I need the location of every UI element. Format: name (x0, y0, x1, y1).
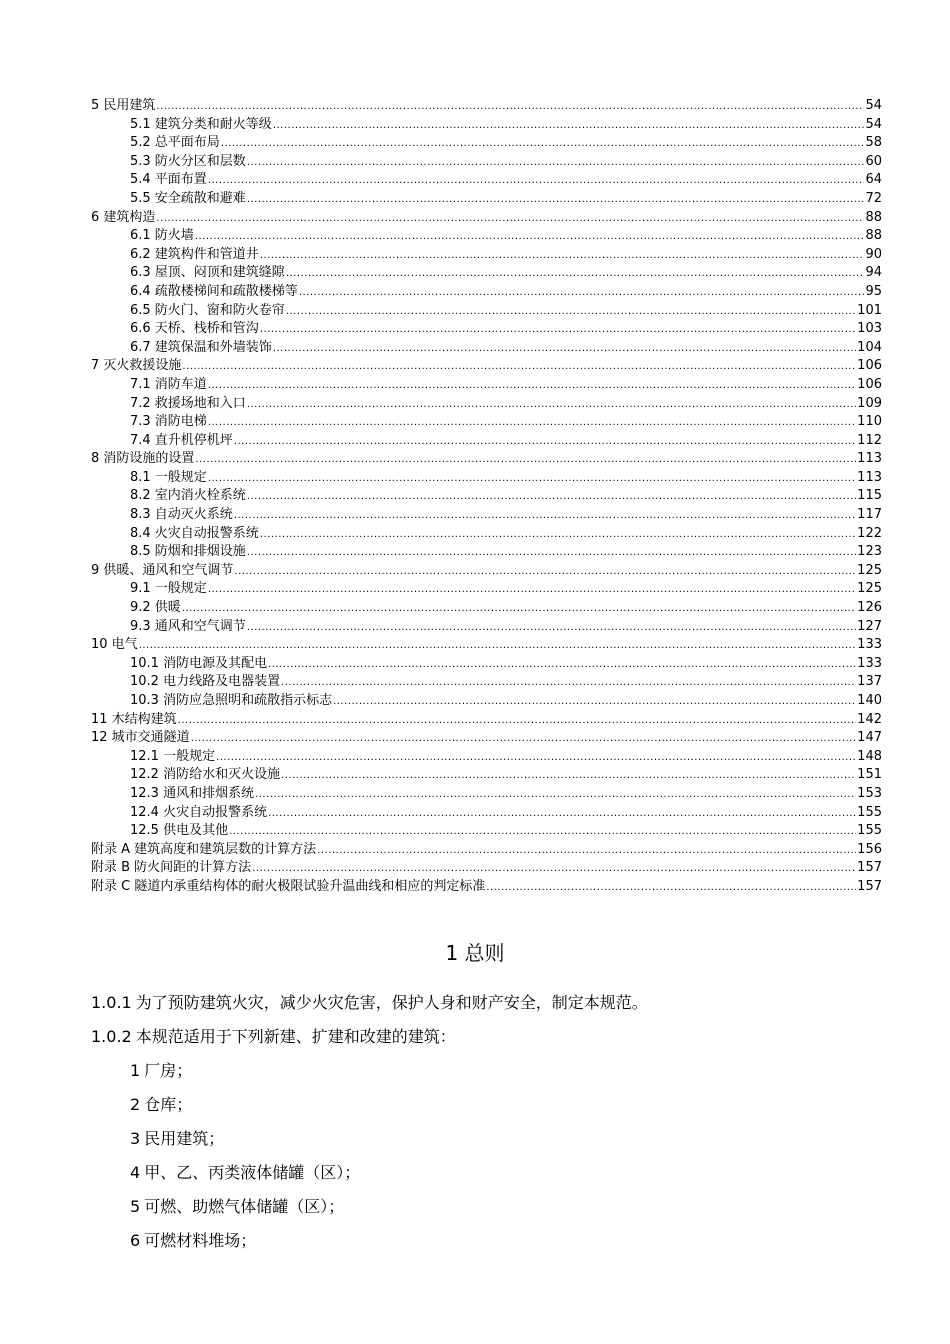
toc-leader-dots (255, 786, 856, 805)
item-number: 2 (130, 1095, 141, 1114)
toc-entry-title: 9.2 供暖 (130, 600, 181, 616)
toc-leader-dots (182, 358, 856, 377)
toc-entry-title: 12.5 供电及其他 (130, 823, 229, 839)
toc-entry-title: 5.2 总平面布局 (130, 135, 220, 151)
toc-entry[interactable] (91, 171, 882, 190)
toc-entry-title: 6.5 防火门、窗和防火卷帘 (130, 302, 285, 318)
toc-entry-page: 113 (857, 451, 882, 467)
toc-entry-title: 7.4 直升机停机坪 (130, 432, 233, 448)
toc-entry-title: 7 灭火救援设施 (91, 358, 182, 374)
toc-leader-dots (208, 377, 856, 396)
toc-leader-dots (268, 805, 856, 824)
toc-entry[interactable] (91, 153, 882, 172)
toc-entry-title: 10 电气 (91, 637, 138, 653)
toc-entry-title: 5.1 建筑分类和耐火等级 (130, 116, 272, 132)
toc-entry-title: 10.1 消防电源及其配电 (130, 655, 268, 671)
toc-entry-page: 123 (857, 544, 882, 560)
toc-leader-dots (234, 563, 856, 582)
item-text: 可燃材料堆场； (144, 1231, 257, 1250)
toc-entry-title: 6 建筑构造 (91, 209, 156, 225)
toc-entry[interactable] (91, 748, 882, 767)
toc-entry-title: 7.2 救援场地和入口 (130, 395, 246, 411)
toc-entry[interactable] (91, 636, 882, 655)
item-number: 1 (130, 1061, 141, 1080)
toc-entry-page: 94 (865, 265, 882, 281)
toc-leader-dots (156, 98, 864, 117)
toc-entry[interactable] (91, 785, 882, 804)
toc-entry-page: 112 (857, 432, 882, 448)
toc-entry[interactable] (91, 376, 882, 395)
toc-entry-page: 137 (857, 674, 882, 690)
toc-leader-dots (260, 321, 856, 340)
list-item (91, 1122, 891, 1156)
toc-entry[interactable] (91, 264, 882, 283)
item-text: 本规范适用于下列新建、扩建和改建的建筑： (135, 1027, 456, 1046)
toc-entry-page: 101 (857, 302, 882, 318)
item-number: 1.0.1 (91, 993, 132, 1012)
toc-entry-title: 9 供暖、通风和空气调节 (91, 562, 234, 578)
toc-entry-page: 64 (865, 172, 882, 188)
toc-entry-page: 142 (857, 711, 882, 727)
toc-leader-dots (333, 693, 856, 712)
toc-leader-dots (273, 340, 856, 359)
toc-leader-dots (268, 656, 856, 675)
toc-entry[interactable] (91, 209, 882, 228)
toc-entry[interactable] (91, 878, 882, 897)
toc-leader-dots (286, 303, 856, 322)
toc-entry[interactable] (91, 190, 882, 209)
toc-entry[interactable] (91, 357, 882, 376)
toc-entry-title: 6.6 天桥、栈桥和管沟 (130, 321, 259, 337)
toc-leader-dots (221, 135, 865, 154)
toc-entry-page: 106 (857, 358, 882, 374)
toc-entry-title: 11 木结构建筑 (91, 711, 177, 727)
toc-entry[interactable] (91, 320, 882, 339)
toc-leader-dots (182, 600, 856, 619)
toc-entry[interactable] (91, 841, 882, 860)
toc-entry[interactable] (91, 227, 882, 246)
toc-leader-dots (281, 767, 856, 786)
toc-leader-dots (234, 507, 856, 526)
item-text: 可燃、助燃气体储罐（区）； (144, 1197, 345, 1216)
toc-entry-page: 60 (865, 153, 882, 169)
toc-entry-page: 156 (857, 841, 882, 857)
toc-entry-title: 8.3 自动灭火系统 (130, 507, 233, 523)
toc-entry[interactable] (91, 580, 882, 599)
toc-leader-dots (208, 581, 856, 600)
toc-leader-dots (247, 488, 856, 507)
toc-entry-title: 12.3 通风和排烟系统 (130, 785, 255, 801)
toc-leader-dots (247, 191, 865, 210)
toc-entry[interactable] (91, 618, 882, 637)
toc-entry[interactable] (91, 97, 882, 116)
toc-entry-page: 157 (857, 860, 882, 876)
toc-entry-page: 109 (857, 395, 882, 411)
item-text: 民用建筑； (144, 1129, 225, 1148)
toc-leader-dots (247, 154, 865, 173)
toc-entry-title: 7.1 消防车道 (130, 376, 207, 392)
toc-leader-dots (281, 674, 856, 693)
toc-entry[interactable] (91, 487, 882, 506)
toc-leader-dots (178, 712, 856, 731)
toc-entry-title: 8.2 室内消火栓系统 (130, 488, 246, 504)
toc-entry-title: 8.5 防烟和排烟设施 (130, 544, 246, 560)
toc-entry-page: 133 (857, 637, 882, 653)
clause-paragraph (91, 1020, 891, 1054)
item-number: 5 (130, 1197, 141, 1216)
toc-leader-dots (273, 117, 865, 136)
toc-leader-dots (247, 396, 856, 415)
toc-entry[interactable] (91, 543, 882, 562)
toc-leader-dots (139, 637, 856, 656)
toc-entry-page: 117 (857, 507, 882, 523)
item-text: 厂房； (144, 1061, 193, 1080)
toc-leader-dots (208, 172, 865, 191)
toc-leader-dots (486, 879, 856, 898)
toc-entry-title: 5.3 防火分区和层数 (130, 153, 246, 169)
toc-entry-title: 9.3 通风和空气调节 (130, 618, 246, 634)
toc-entry-title: 6.1 防火墙 (130, 228, 194, 244)
toc-entry[interactable] (91, 450, 882, 469)
toc-entry-page: 155 (857, 823, 882, 839)
toc-entry-page: 126 (857, 600, 882, 616)
toc-entry-page: 90 (865, 246, 882, 262)
toc-entry-title: 附录 B 防火间距的计算方法 (91, 860, 252, 876)
toc-entry[interactable] (91, 804, 882, 823)
toc-leader-dots (195, 228, 865, 247)
toc-entry-title: 8 消防设施的设置 (91, 451, 195, 467)
item-number: 6 (130, 1231, 141, 1250)
toc-leader-dots (247, 619, 856, 638)
toc-entry-title: 6.4 疏散楼梯间和疏散楼梯等 (130, 283, 298, 299)
toc-entry-title: 10.2 电力线路及电器装置 (130, 674, 281, 690)
toc-entry-page: 155 (857, 804, 882, 820)
toc-entry-title: 附录 C 隧道内承重结构体的耐火极限试验升温曲线和相应的判定标准 (91, 878, 486, 894)
toc-leader-dots (216, 749, 856, 768)
toc-leader-dots (286, 265, 865, 284)
toc-entry-title: 6.2 建筑构件和管道井 (130, 246, 259, 262)
toc-entry-page: 151 (857, 767, 882, 783)
toc-leader-dots (260, 526, 856, 545)
toc-entry-page: 110 (857, 414, 882, 430)
toc-entry-page: 54 (865, 116, 882, 132)
toc-entry-title: 12.1 一般规定 (130, 748, 216, 764)
toc-entry-page: 113 (857, 469, 882, 485)
toc-entry[interactable] (91, 506, 882, 525)
item-number: 1.0.2 (91, 1027, 132, 1046)
toc-entry-page: 72 (865, 190, 882, 206)
toc-entry-page: 115 (857, 488, 882, 504)
toc-entry-page: 125 (857, 581, 882, 597)
toc-entry-page: 104 (857, 339, 882, 355)
toc-entry-title: 8.1 一般规定 (130, 469, 207, 485)
item-text: 为了预防建筑火灾，减少火灾危害，保护人身和财产安全，制定本规范。 (135, 993, 648, 1012)
list-item (91, 1156, 891, 1190)
item-number: 3 (130, 1129, 141, 1148)
list-item (91, 1088, 891, 1122)
toc-leader-dots (299, 284, 865, 303)
toc-entry-title: 5.5 安全疏散和避难 (130, 190, 246, 206)
toc-entry-title: 12.2 消防给水和灭火设施 (130, 767, 281, 783)
toc-leader-dots (208, 414, 856, 433)
toc-entry-page: 147 (857, 730, 882, 746)
toc-leader-dots (156, 210, 864, 229)
toc-leader-dots (260, 247, 865, 266)
toc-entry[interactable] (91, 655, 882, 674)
toc-entry[interactable] (91, 562, 882, 581)
toc-entry[interactable] (91, 339, 882, 358)
toc-entry[interactable] (91, 413, 882, 432)
toc-entry-page: 58 (865, 135, 882, 151)
toc-entry[interactable] (91, 302, 882, 321)
item-number: 4 (130, 1163, 141, 1182)
toc-entry-page: 95 (865, 283, 882, 299)
toc-entry-title: 5.4 平面布置 (130, 172, 207, 188)
toc-entry[interactable] (91, 432, 882, 451)
toc-entry[interactable] (91, 246, 882, 265)
toc-entry-title: 附录 A 建筑高度和建筑层数的计算方法 (91, 841, 317, 857)
toc-entry-title: 6.3 屋顶、闷顶和建筑缝隙 (130, 265, 285, 281)
toc-leader-dots (208, 470, 856, 489)
list-item (91, 1190, 891, 1224)
toc-entry[interactable] (91, 395, 882, 414)
toc-entry-page: 140 (857, 693, 882, 708)
toc-entry[interactable] (91, 673, 882, 692)
toc-entry[interactable] (91, 859, 882, 878)
toc-leader-dots (234, 433, 856, 452)
toc-entry-page: 157 (857, 878, 882, 894)
toc-entry-title: 8.4 火灾自动报警系统 (130, 525, 259, 541)
toc-entry-title: 12 城市交通隧道 (91, 730, 190, 746)
table-of-contents (91, 97, 882, 897)
item-text: 仓库； (144, 1095, 193, 1114)
chapter-title: 1 总则 (445, 941, 505, 965)
clause-paragraph (91, 986, 891, 1020)
toc-entry[interactable] (91, 692, 882, 711)
toc-entry-title: 5 民用建筑 (91, 98, 156, 113)
item-text: 甲、乙、丙类液体储罐（区）； (144, 1163, 361, 1182)
toc-entry[interactable] (91, 711, 882, 730)
toc-entry-page: 103 (857, 321, 882, 337)
toc-leader-dots (229, 823, 856, 842)
toc-entry[interactable] (91, 822, 882, 841)
toc-leader-dots (317, 842, 856, 861)
toc-entry[interactable] (91, 766, 882, 785)
toc-entry-page: 122 (857, 525, 882, 541)
toc-leader-dots (195, 451, 856, 470)
toc-entry-page: 106 (857, 376, 882, 392)
toc-entry-title: 6.7 建筑保温和外墙装饰 (130, 339, 272, 355)
toc-entry-page: 153 (857, 785, 882, 801)
toc-entry[interactable] (91, 729, 882, 748)
toc-entry-page: 127 (857, 618, 882, 634)
toc-entry-title: 7.3 消防电梯 (130, 414, 207, 430)
toc-leader-dots (252, 860, 856, 879)
toc-entry-page: 125 (857, 562, 882, 578)
toc-entry-page: 88 (865, 209, 882, 225)
toc-leader-dots (247, 544, 856, 563)
toc-entry[interactable] (91, 469, 882, 488)
toc-entry-title: 12.4 火灾自动报警系统 (130, 804, 268, 820)
toc-entry-page: 54 (865, 98, 882, 113)
toc-entry[interactable] (91, 116, 882, 135)
chapter-body (91, 986, 891, 1258)
toc-entry[interactable] (91, 525, 882, 544)
list-item (91, 1224, 891, 1258)
toc-entry-page: 88 (865, 228, 882, 244)
toc-entry[interactable] (91, 599, 882, 618)
toc-entry-page: 133 (857, 655, 882, 671)
toc-leader-dots (191, 730, 856, 749)
toc-entry[interactable] (91, 134, 882, 153)
toc-entry[interactable] (91, 283, 882, 302)
list-item (91, 1054, 891, 1088)
toc-entry-title: 10.3 消防应急照明和疏散指示标志 (130, 693, 333, 708)
toc-entry-title: 9.1 一般规定 (130, 581, 207, 597)
toc-entry-page: 148 (857, 748, 882, 764)
